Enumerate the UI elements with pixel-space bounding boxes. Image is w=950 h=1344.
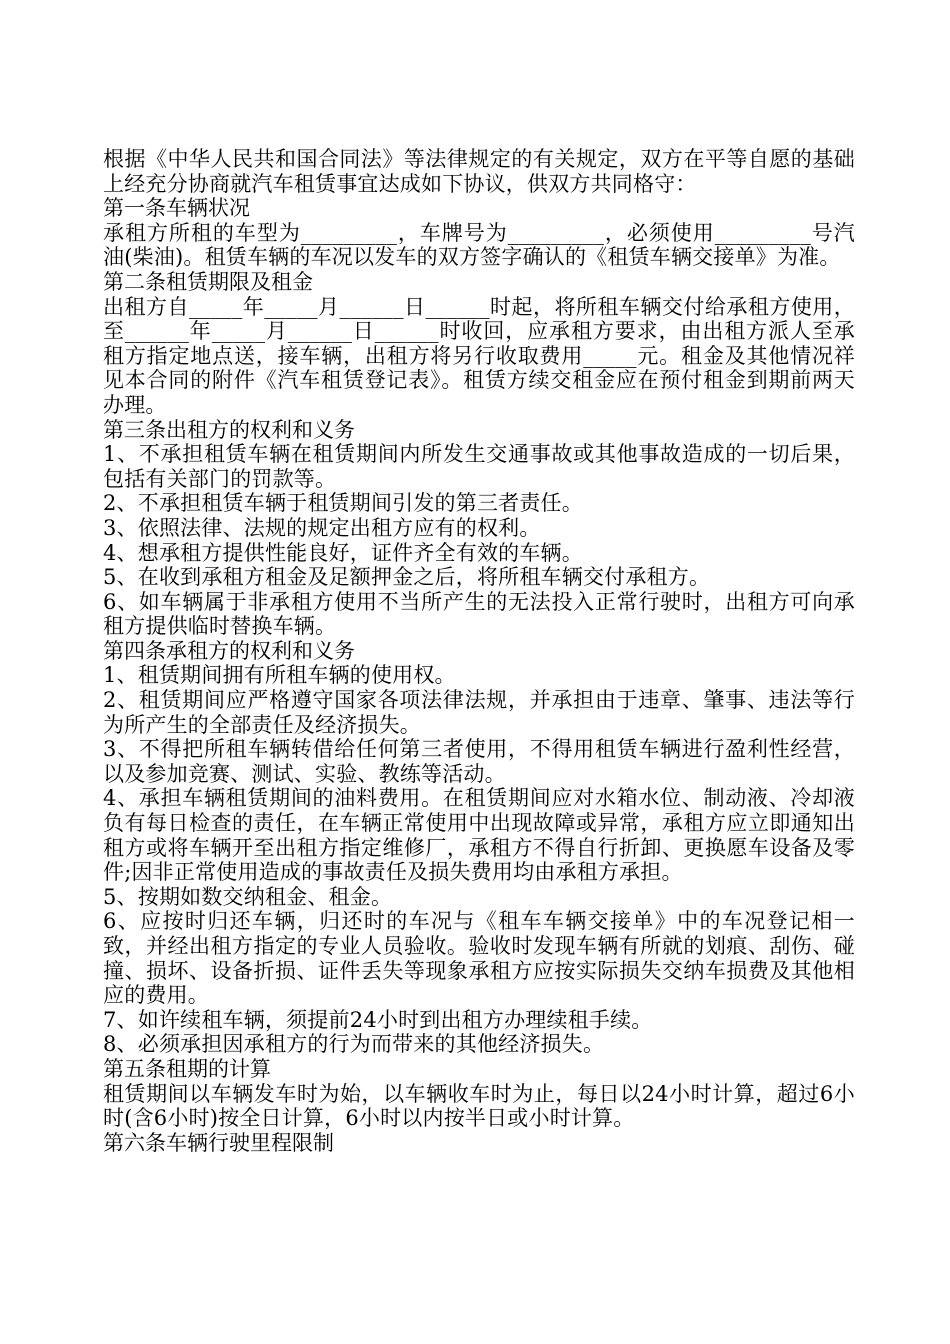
article-3-item-5: 5、在收到承租方租金及足额押金之后，将所租车辆交付承租方。	[103, 565, 711, 590]
article-3-item-6: 6、如车辆属于非承租方使用不当所产生的无法投入正常行驶时，出租方可向承租方提供临时替换车辆。	[103, 589, 855, 639]
intro-paragraph: 根据《中华人民共和国合同法》等法律规定的有关规定，双方在平等自愿的基础上经充分协商就汽车租赁事宜达成如下协议，供双方共同格守：	[103, 147, 855, 196]
article-4-item-5: 5、按期如数交纳租金、租金。	[103, 884, 393, 909]
article-3-item-4: 4、想承租方提供性能良好，证件齐全有效的车辆。	[103, 540, 583, 565]
article-4-item-8: 8、必须承担因承租方的行为而带来的其他经济损失。	[103, 1032, 605, 1057]
article-3-heading: 第三条出租方的权利和义务	[103, 417, 355, 442]
article-1-heading: 第一条车辆状况	[103, 196, 250, 221]
article-4-item-7: 7、如许续租车辆，须提前24小时到出租方办理续租手续。	[103, 1007, 653, 1032]
article-4-item-4: 4、承担车辆租赁期间的油料费用。在租赁期间应对水箱水位、制动液、冷却液负有每日检查的责任，在车辆正常使用中出现故障或异常，承租方应立即通知出租方或将车辆开至出租方指定维修厂，承租方不得自行折卸、更换愿车设备及零件;因非正常使用造成的事故责任及损失费用均由承租方承担。	[103, 786, 855, 885]
article-4-item-1: 1、租赁期间拥有所租车辆的使用权。	[103, 663, 456, 688]
article-4-heading: 第四条承租方的权利和义务	[103, 638, 355, 663]
article-4-item-3: 3、不得把所租车辆转借给任何第三者使用，不得用租赁车辆进行盈利性经营，以及参加竞赛、测试、实验、教练等活动。	[103, 737, 855, 786]
article-5-heading: 第五条租期的计算	[103, 1056, 271, 1081]
article-5-paragraph: 租赁期间以车辆发车时为始，以车辆收车时为止，每日以24小时计算，超过6小时(含6小时)按全日计算，6小时以内按半日或小时计算。	[103, 1081, 855, 1131]
article-3-item-2: 2、不承担租赁车辆于租赁期间引发的第三者责任。	[103, 491, 583, 516]
article-1-paragraph: 承租方所租的车型为_________，车牌号为_________，必须使用_________号汽油(柴油)。租赁车辆的车况以发车的双方签字确认的《租赁车辆交接单》为准。	[103, 220, 855, 270]
article-4-item-2: 2、租赁期间应严格遵守国家各项法律法规，并承担由于违章、肇事、违法等行为所产生的全部责任及经济损失。	[103, 688, 855, 737]
article-2-heading: 第二条租赁期限及租金	[103, 269, 313, 294]
article-3-item-1: 1、不承担租赁车辆在租赁期间内所发生交通事故或其他事故造成的一切后果，包括有关部门的罚款等。	[103, 442, 855, 491]
article-4-item-6: 6、应按时归还车辆，归还时的车况与《租车车辆交接单》中的车况登记相一致，并经出租方指定的专业人员验收。验收时发现车辆有所就的划痕、刮伤、碰撞、损坏、设备折损、证件丢失等现象承租方应按实际损失交纳车损费及其他相应的费用。	[103, 909, 855, 1008]
article-2-paragraph: 出租方自_____年_____月______日______时起，将所租车辆交付给承租方使用，至______年_____月______日______时收回，应承租方要求，由出租方派人至承租方指定地点送，接车辆，出租方将另行收取费用_____元。租金及其他情况祥见本合同的附件《汽车租赁登记表》。租赁方续交租金应在预付租金到期前两天办理。	[103, 294, 855, 417]
article-6-heading: 第六条车辆行驶里程限制	[103, 1130, 334, 1155]
document-page	[103, 147, 855, 1155]
article-3-item-3: 3、依照法律、法规的规定出租方应有的权利。	[103, 515, 541, 540]
